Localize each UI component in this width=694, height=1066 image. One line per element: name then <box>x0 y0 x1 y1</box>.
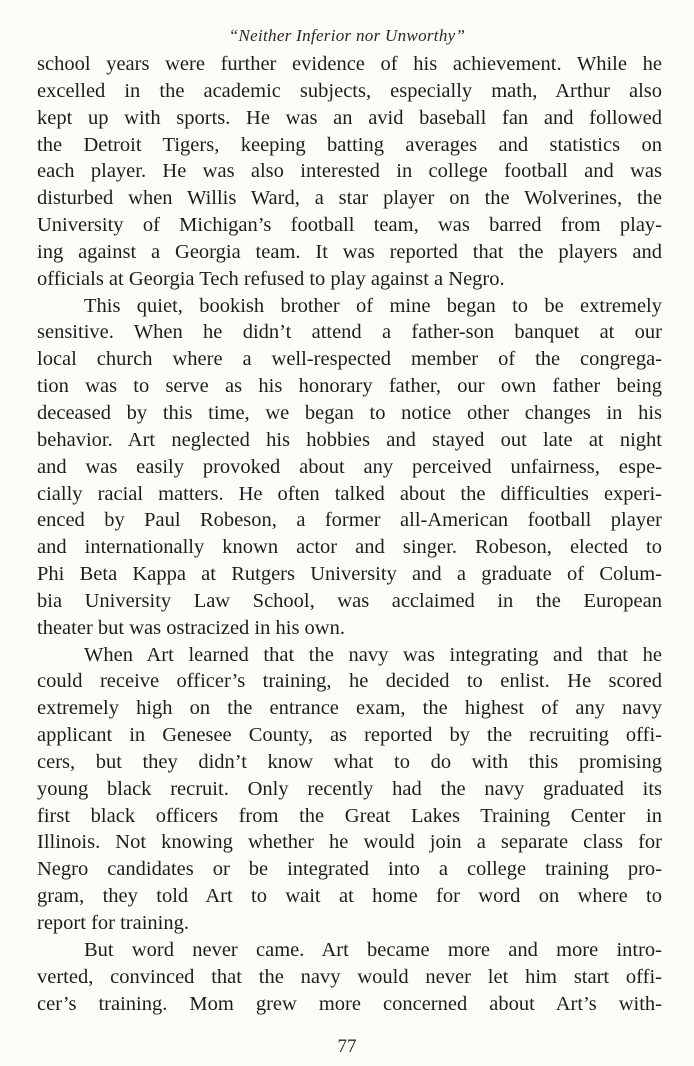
text-line: disturbed when Willis Ward, a star player on the Wolverines, the <box>37 187 662 210</box>
text-line: and internationally known actor and singer. Robeson, elected to <box>37 536 662 559</box>
text-line: Phi Beta Kappa at Rutgers University and a graduate of Colum- <box>37 563 662 586</box>
text-line: When Art learned that the navy was integrating and that he <box>84 643 662 666</box>
text-line: could receive officer’s training, he decided to enlist. He scored <box>37 670 662 693</box>
text-line: excelled in the academic subjects, especially math, Arthur also <box>37 79 662 102</box>
text-line: extremely high on the entrance exam, the highest of any navy <box>37 697 662 720</box>
text-line: first black officers from the Great Lakes Training Center in <box>37 804 662 827</box>
text-line: tion was to serve as his honorary father, our own father being <box>37 375 662 398</box>
text-line: University of Michigan’s football team, was barred from play- <box>37 214 662 237</box>
text-line: officials at Georgia Tech refused to play against a Negro. <box>37 267 505 290</box>
text-line: local church where a well-respected member of the congrega- <box>37 348 662 371</box>
text-line: gram, they told Art to wait at home for word on where to <box>37 885 662 908</box>
text-line: ing against a Georgia team. It was reported that the players and <box>37 240 662 263</box>
text-line: bia University Law School, was acclaimed in the European <box>37 589 662 612</box>
text-line: school years were further evidence of his achievement. While he <box>37 53 662 75</box>
text-line: cially racial matters. He often talked about the difficulties experi- <box>37 482 662 505</box>
text-line: report for training. <box>37 912 189 934</box>
text-line: and was easily provoked about any perceived unfairness, espe- <box>37 455 662 478</box>
text-line: enced by Paul Robeson, a former all-American football player <box>37 509 662 532</box>
text-line: each player. He was also interested in college football and was <box>37 160 662 183</box>
text-line: cer’s training. Mom grew more concerned about Art’s with- <box>37 992 662 1015</box>
text-line: deceased by this time, we began to notice other changes in his <box>37 401 662 424</box>
text-line: young black recruit. Only recently had the navy graduated its <box>37 777 662 800</box>
text-line: kept up with sports. He was an avid baseball fan and followed <box>37 106 662 129</box>
text-line: Illinois. Not knowing whether he would join a separate class for <box>37 831 662 854</box>
running-head: “Neither Inferior nor Unworthy” <box>228 26 466 45</box>
body-text <box>37 51 662 1017</box>
text-line: Negro candidates or be integrated into a college training pro- <box>37 858 662 881</box>
text-line: This quiet, bookish brother of mine began to be extremely <box>84 294 662 317</box>
page-number: 77 <box>337 1036 357 1057</box>
text-line: cers, but they didn’t know what to do with this promising <box>37 750 662 773</box>
text-line: sensitive. When he didn’t attend a father-son banquet at our <box>37 321 662 344</box>
text-line: the Detroit Tigers, keeping batting averages and statistics on <box>37 133 662 156</box>
text-line: But word never came. Art became more and more intro- <box>84 938 662 961</box>
text-line: verted, convinced that the navy would never let him start offi- <box>37 965 662 988</box>
text-line: behavior. Art neglected his hobbies and stayed out late at night <box>37 428 662 451</box>
text-line: theater but was ostracized in his own. <box>37 616 345 639</box>
text-line: applicant in Genesee County, as reported by the recruiting offi- <box>37 724 662 747</box>
